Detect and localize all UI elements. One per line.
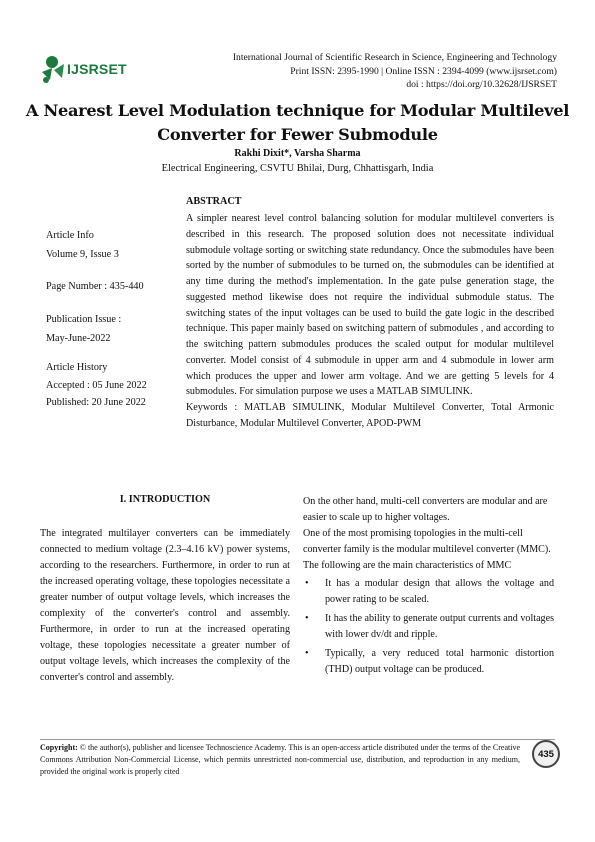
copyright-label: Copyright: [40, 743, 78, 752]
paper-authors: Rakhi Dixit*, Varsha Sharma [234, 148, 361, 159]
list-item: • It has a modular design that allows the voltage and power rating to be scaled. [305, 578, 554, 605]
page-number: 435 [532, 740, 560, 768]
list-item: • Typically, a very reduced total harmonic distortion (THD) output voltage can be produced. [305, 648, 554, 675]
introduction-paragraph-2: On the other hand, multi-cell converters are modular and are easier to scale up to higher voltages. [303, 496, 548, 523]
accepted-date: Accepted : 05 June 2022 [46, 380, 147, 391]
introduction-column-left [40, 526, 290, 686]
copyright-text: © the author(s), publisher and licensee Technoscience Academy. This is an open-access article distributed under the terms of the Creative Commons Attribution Non-Commercial License, which permits unrestricted non-commercial use, distribution, and reproduction in any medium, provided the original work is properly cited [40, 743, 520, 776]
introduction-column-right [303, 494, 554, 681]
bullet-icon: • [305, 578, 309, 589]
abstract-heading: ABSTRACT [186, 196, 242, 207]
article-page-number: Page Number : 435-440 [46, 281, 144, 292]
copyright-notice [40, 742, 520, 778]
paper-title-line-2: Converter for Fewer Submodule [157, 125, 438, 144]
abstract-text: A simpler nearest level control balancing solution for modular multilevel converters is described in this research. The proposed solution does not necessitate individual submodule voltage sorting or switching state redundancy. Once the submodules have been sorted by the number of submodules to be turned on, the submodules can be identified at any time during the method's implementation. In the gate pulse generation stage, the suggested method likewise does not require the individual submodule status. The switching states of the input voltages can be used to build the gate logic in the described technique. This paper mainly based on switching pattern of submodules , and according to the switching pattern submodules produces the scaled output for modular multilevel converter. Model consist of 4 submodule in upper arm and 4 submodule in lower arm which produces the upper and lower arm voltage. And we are getting 5 levels for 4 submodules. For simulation purpose we uses a MATLAB SIMULINK. [186, 213, 554, 398]
publication-issue: May-June-2022 [46, 333, 111, 344]
introduction-paragraph-1: The integrated multilayer converters can be immediately connected to medium voltage (2.3–4.16 kV) power systems, according to the researchers. Furthermore, in order to run at the increased operating voltage, these topologies necessitate a greater number of output voltage levels, which increases the complexity of the converter's control and assembly. Furthermore, in order to run at the increased operating voltage, these topologies necessitate a greater number of output voltage levels, which increases the complexity of the converter's control and assembly. [40, 528, 290, 683]
journal-info [233, 51, 557, 92]
keywords: Keywords : MATLAB SIMULINK, Modular Multilevel Converter, Total Armonic Disturbance, Modular Multilevel Converter, APOD-PWM [186, 402, 554, 429]
mmc-characteristics-list [303, 576, 554, 678]
article-volume: Volume 9, Issue 3 [46, 249, 119, 260]
section-heading-introduction: I. INTRODUCTION [119, 494, 211, 505]
article-history-heading: Article History [46, 362, 108, 373]
paper-title [0, 99, 595, 147]
bullet-icon: • [305, 648, 309, 659]
journal-doi: doi : https://doi.org/10.32628/IJSRSET [406, 79, 557, 90]
publication-issue-heading: Publication Issue : [46, 314, 122, 325]
logo-text: IJSRSET [67, 61, 127, 77]
paper-title-line-1: A Nearest Level Modulation technique for Modular Multilevel [25, 101, 570, 120]
bullet-icon: • [305, 613, 309, 624]
journal-issn: Print ISSN: 2395-1990 | Online ISSN : 2394-4099 (www.ijsrset.com) [290, 65, 557, 77]
footer-divider [40, 739, 555, 740]
paper-affiliation: Electrical Engineering, CSVTU Bhilai, Durg, Chhattisgarh, India [161, 163, 434, 174]
published-date: Published: 20 June 2022 [46, 397, 146, 408]
list-item: • It has the ability to generate output currents and voltages with lower dv/dt and ripple. [305, 613, 555, 640]
introduction-paragraph-3: One of the most promising topologies in the multi-cell converter family is the modular multilevel converter (MMC). The following are the main characteristics of MMC [303, 528, 551, 571]
article-info-heading: Article Info [46, 230, 94, 241]
abstract-body [186, 211, 554, 432]
journal-name: International Journal of Scientific Research in Science, Engineering and Technology [232, 52, 557, 63]
